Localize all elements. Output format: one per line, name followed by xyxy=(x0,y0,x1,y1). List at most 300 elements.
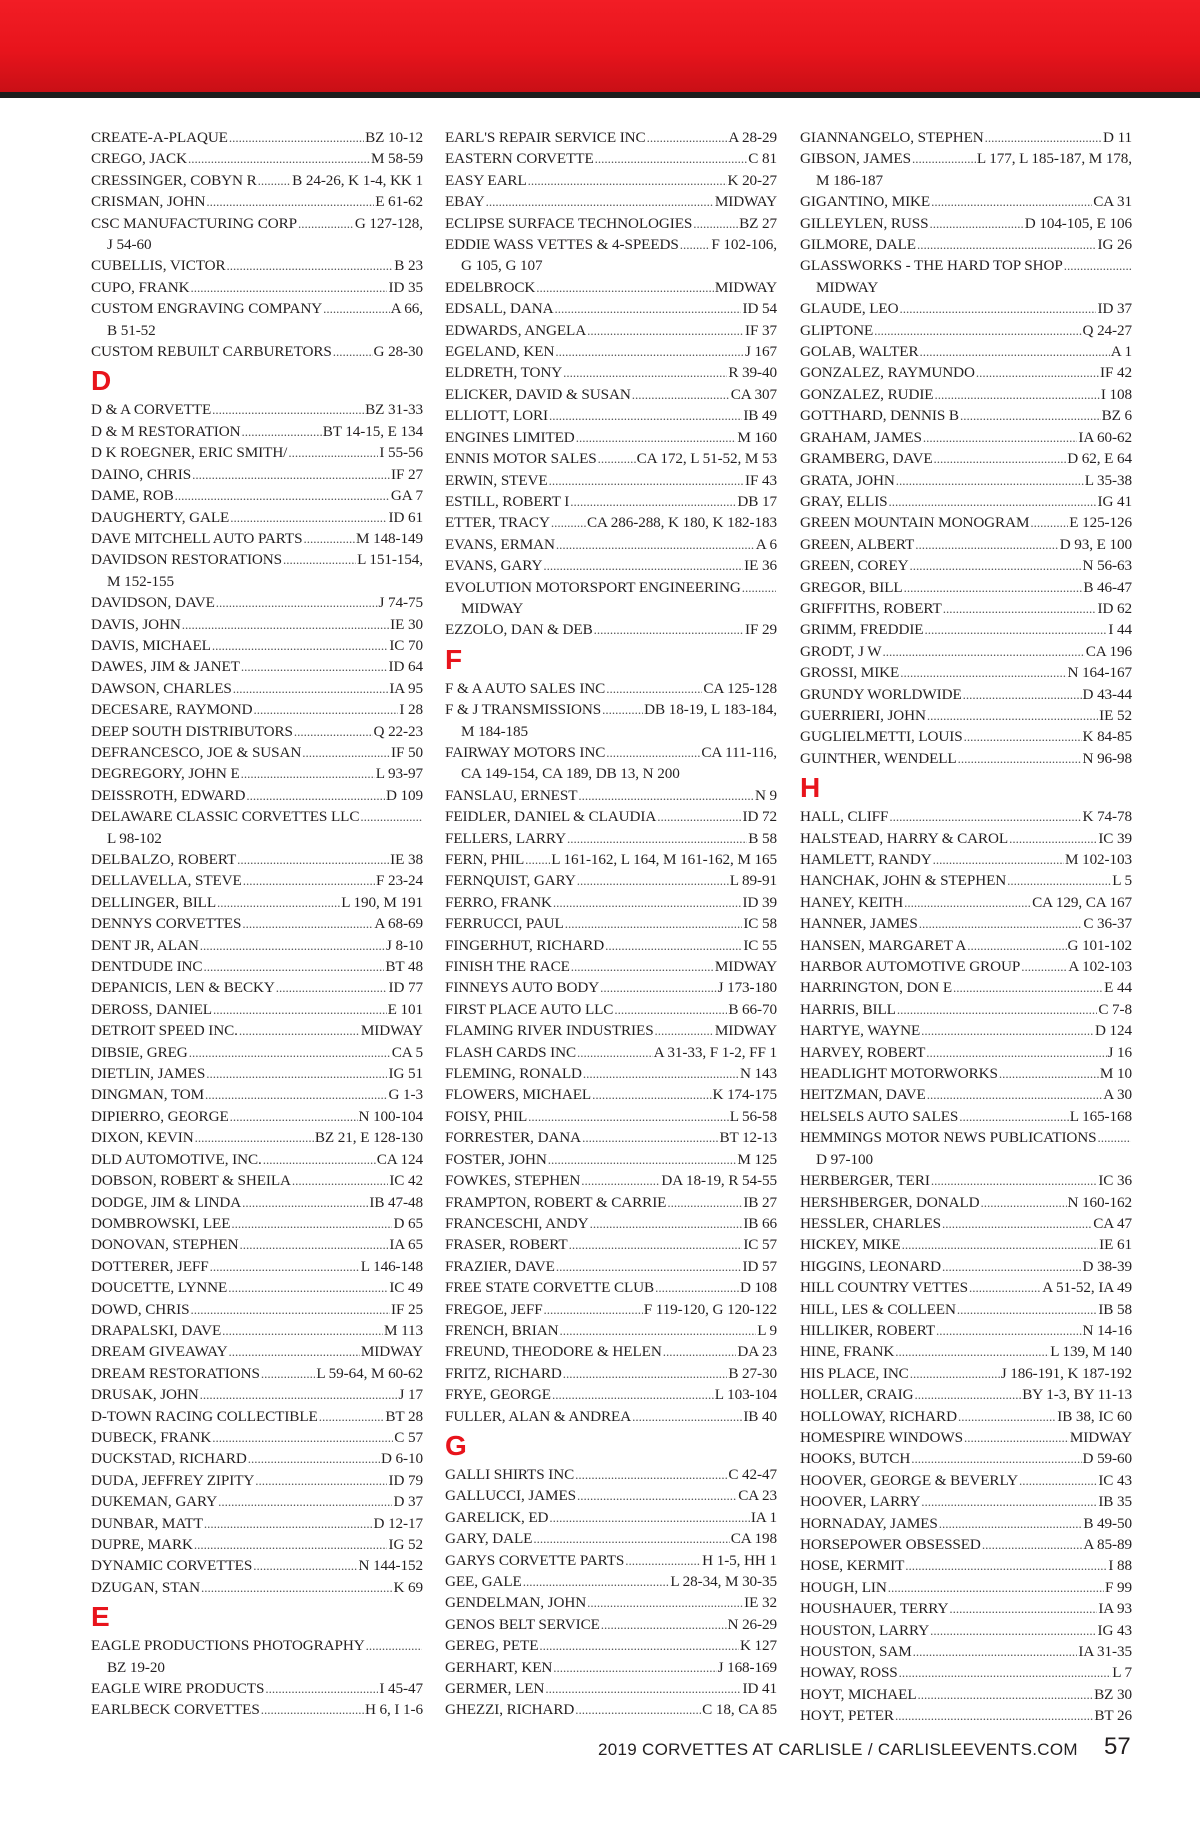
entry-name: GREEN, ALBERT xyxy=(800,535,915,553)
entry-name: DRUSAK, JOHN xyxy=(91,1386,199,1404)
entry-pages: L 5 xyxy=(1112,872,1132,890)
entry-pages: C 18, CA 85 xyxy=(702,1701,777,1719)
index-entry xyxy=(800,1256,1132,1277)
entry-pages: J 168-169 xyxy=(717,1658,777,1676)
index-entry xyxy=(91,213,423,256)
entry-name: GREEN MOUNTAIN MONOGRAM xyxy=(800,514,1030,532)
index-entry xyxy=(800,1127,1132,1170)
entry-pages: IG 51 xyxy=(388,1065,423,1083)
dot-leader xyxy=(1021,956,1067,977)
index-entry xyxy=(91,1470,423,1491)
entry-pages: MIDWAY xyxy=(714,958,777,976)
index-entry xyxy=(91,1084,423,1105)
entry-pages: CA 31 xyxy=(1093,193,1132,211)
dot-leader xyxy=(195,1127,314,1148)
entry-name: FERRO, FRANK xyxy=(445,893,552,911)
index-entry xyxy=(445,935,777,956)
entry-name: DUPRE, MARK xyxy=(91,1536,193,1553)
entry-name: GALLUCCI, JAMES xyxy=(445,1487,576,1505)
dot-leader xyxy=(595,148,748,169)
entry-name: DAVIDSON, DAVE xyxy=(91,594,215,612)
index-entry xyxy=(800,1341,1132,1362)
index-entry xyxy=(800,405,1132,426)
entry-pages: CA 125-128 xyxy=(703,679,777,697)
entry-name: ECLIPSE SURFACE TECHNOLOGIES xyxy=(445,214,693,232)
entry-pages: J 8-10 xyxy=(386,936,423,954)
entry-name: HELSELS AUTO SALES xyxy=(800,1107,959,1125)
entry-name: HIGGINS, LEONARD xyxy=(800,1257,941,1275)
entry-name: GRUNDY WORLDWIDE xyxy=(800,685,962,703)
dot-leader xyxy=(191,277,388,298)
entry-name: GRIFFITHS, ROBERT xyxy=(800,599,942,617)
dot-leader xyxy=(576,427,737,448)
dot-leader xyxy=(549,405,742,426)
entry-name: CRESSINGER, COBYN R xyxy=(91,171,257,189)
entry-name: DECESARE, RAYMOND xyxy=(91,701,253,719)
entry-name: DOBSON, ROBERT & SHEILA xyxy=(91,1172,291,1190)
entry-name: DEGREGORY, JOHN E xyxy=(91,765,240,783)
entry-pages: I 55-56 xyxy=(379,444,423,462)
dot-leader xyxy=(200,935,385,956)
dot-leader xyxy=(577,1042,653,1063)
entry-pages: BY 1-3, BY 11-13 xyxy=(1022,1386,1132,1404)
entry-pages: A 85-89 xyxy=(1083,1536,1132,1553)
index-entry xyxy=(800,148,1132,191)
index-entry xyxy=(91,1063,423,1084)
entry-pages: N 160-162 xyxy=(1067,1193,1132,1211)
entry-name: HARTYE, WAYNE xyxy=(800,1022,921,1040)
entry-name: HARRINGTON, DON E xyxy=(800,979,952,997)
entry-pages: N 26-29 xyxy=(727,1615,777,1633)
entry-name: DAVE MITCHELL AUTO PARTS xyxy=(91,529,303,547)
entry-name: DAVIS, JOHN xyxy=(91,615,181,633)
dot-leader xyxy=(917,234,1097,255)
dot-leader xyxy=(913,1641,1078,1662)
entry-pages: K 174-175 xyxy=(712,1086,777,1104)
entry-pages: IF 43 xyxy=(745,471,777,489)
entry-pages: IC 70 xyxy=(389,636,423,654)
entry-pages: M 148-149 xyxy=(355,529,423,547)
index-entry xyxy=(445,148,777,169)
entry-pages: IF 29 xyxy=(745,621,777,639)
index-entry xyxy=(91,298,423,341)
index-column-3 xyxy=(800,127,1132,1752)
index-entry xyxy=(445,1277,777,1298)
index-entry xyxy=(91,1406,423,1427)
dot-leader xyxy=(899,1662,1112,1683)
entry-name: FREGOE, JEFF xyxy=(445,1300,543,1318)
index-entry xyxy=(800,512,1132,533)
index-entry xyxy=(800,1448,1132,1469)
entry-name: HOUSHAUER, TERRY xyxy=(800,1600,949,1618)
index-entry xyxy=(91,1320,423,1341)
header-band xyxy=(0,0,1200,92)
entry-pages: C 57 xyxy=(394,1428,423,1446)
entry-pages: IB 47-48 xyxy=(369,1193,423,1211)
index-entry xyxy=(800,1234,1132,1255)
index-entry xyxy=(91,913,423,934)
entry-name: FOSTER, JOHN xyxy=(445,1150,547,1168)
dot-leader xyxy=(921,1020,1094,1041)
entry-pages: MIDWAY xyxy=(360,1343,423,1361)
index-entry xyxy=(445,1299,777,1320)
entry-name: ERWIN, STEVE xyxy=(445,471,548,489)
index-entry xyxy=(800,1020,1132,1041)
dot-leader xyxy=(265,1678,378,1699)
entry-pages: E 101 xyxy=(387,1000,423,1018)
dot-leader xyxy=(942,1213,1092,1234)
entry-name: HANSEN, MARGARET A xyxy=(800,936,967,954)
dot-leader xyxy=(625,1550,701,1571)
page-number: 57 xyxy=(1104,1733,1131,1760)
entry-pages: E 61-62 xyxy=(375,193,423,211)
entry-name: HOUSTON, LARRY xyxy=(800,1621,930,1639)
entry-name: DREAM RESTORATIONS xyxy=(91,1364,260,1382)
index-entry xyxy=(445,1042,777,1063)
entry-pages: L 28-34, M 30-35 xyxy=(670,1573,777,1590)
entry-pages: J 167 xyxy=(745,343,777,361)
entry-name: HESSLER, CHARLES xyxy=(800,1214,942,1232)
entry-pages: CA 198 xyxy=(730,1530,777,1548)
entry-pages: CA 111-116, xyxy=(701,743,777,761)
entry-pages: F 99 xyxy=(1104,1578,1132,1596)
index-entry xyxy=(91,255,423,276)
index-entry xyxy=(91,614,423,635)
dot-leader xyxy=(213,999,387,1020)
index-entry xyxy=(445,785,777,806)
entry-continuation: G 105, G 107 xyxy=(461,257,543,275)
entry-name: GRAMBERG, DAVE xyxy=(800,450,933,468)
index-entry xyxy=(800,999,1132,1020)
dot-leader xyxy=(606,678,702,699)
entry-name: GEE, GALE xyxy=(445,1573,522,1590)
dot-leader xyxy=(549,470,744,491)
entry-pages: L 59-64, M 60-62 xyxy=(316,1364,423,1382)
entry-pages: J 186-191, K 187-192 xyxy=(1000,1364,1132,1382)
index-entry xyxy=(800,1534,1132,1555)
dot-leader xyxy=(911,1448,1081,1469)
entry-name: DELLINGER, BILL xyxy=(91,893,217,911)
entry-pages: L 103-104 xyxy=(714,1386,777,1404)
dot-leader xyxy=(1019,1470,1097,1491)
entry-name: DAVIDSON RESTORATIONS xyxy=(91,551,283,569)
dot-leader xyxy=(298,213,354,234)
index-entry xyxy=(445,806,777,827)
dot-leader xyxy=(969,1277,1041,1298)
dot-leader xyxy=(548,1149,737,1170)
entry-pages: BT 26 xyxy=(1094,1707,1132,1725)
index-entry xyxy=(91,849,423,870)
dot-leader xyxy=(533,1528,729,1549)
entry-continuation: M 152-155 xyxy=(107,572,175,590)
entry-name: FOWKES, STEPHEN xyxy=(445,1172,581,1190)
dot-leader xyxy=(912,148,976,169)
entry-pages: A 28-29 xyxy=(728,129,777,146)
dot-leader xyxy=(553,1657,716,1678)
dot-leader xyxy=(602,699,643,720)
index-entry xyxy=(800,977,1132,998)
dot-leader xyxy=(570,491,736,512)
dot-leader xyxy=(552,1384,714,1405)
entry-name: FIRST PLACE AUTO LLC xyxy=(445,1000,614,1018)
dot-leader xyxy=(228,1277,388,1298)
index-entry xyxy=(800,684,1132,705)
entry-pages: IE 32 xyxy=(744,1594,777,1612)
index-entry xyxy=(800,1384,1132,1405)
dot-leader xyxy=(985,127,1102,148)
entry-name: FRANCESCHI, ANDY xyxy=(445,1214,589,1232)
entry-pages: ID 64 xyxy=(388,658,423,676)
index-entry xyxy=(91,528,423,549)
entry-pages: IB 49 xyxy=(743,407,777,425)
index-entry xyxy=(91,806,423,849)
entry-name: DOWD, CHRIS xyxy=(91,1300,190,1318)
entry-name: FLOWERS, MICHAEL xyxy=(445,1086,592,1104)
entry-name: FELLERS, LARRY xyxy=(445,829,566,847)
section-letter: F xyxy=(445,643,463,675)
entry-pages: B 24-26, K 1-4, KK 1 xyxy=(292,171,423,189)
dot-leader xyxy=(255,1470,387,1491)
index-entry xyxy=(445,1213,777,1234)
entry-name: FLEMING, RONALD xyxy=(445,1065,582,1083)
entry-name: HILL, LES & COLLEEN xyxy=(800,1300,956,1318)
dot-leader xyxy=(895,1341,1049,1362)
dot-leader xyxy=(263,1149,376,1170)
entry-pages: D 109 xyxy=(385,786,423,804)
entry-name: HICKEY, MIKE xyxy=(800,1236,901,1254)
entry-pages: IC 36 xyxy=(1098,1172,1132,1190)
dot-leader xyxy=(556,534,755,555)
index-entry xyxy=(91,1635,423,1678)
entry-pages: L 190, M 191 xyxy=(341,893,423,911)
entry-name: GERMER, LEN xyxy=(445,1680,545,1698)
entry-name: GILMORE, DALE xyxy=(800,236,916,254)
dot-leader xyxy=(544,1299,643,1320)
entry-name: DENTDUDE INC xyxy=(91,958,203,976)
entry-pages: B 66-70 xyxy=(728,1000,777,1018)
dot-leader xyxy=(536,277,714,298)
entry-pages: BZ 30 xyxy=(1094,1685,1132,1703)
entry-pages: A 66, xyxy=(390,300,423,318)
entry-pages: CA 172, L 51-52, M 53 xyxy=(636,450,777,468)
index-entry xyxy=(445,427,777,448)
entry-pages: IC 49 xyxy=(389,1279,423,1297)
entry-name: GARELICK, ED xyxy=(445,1508,549,1526)
index-entry xyxy=(445,320,777,341)
entry-name: GERHART, KEN xyxy=(445,1658,553,1676)
entry-name: HARVEY, ROBERT xyxy=(800,1043,926,1061)
entry-pages: A 6 xyxy=(755,535,777,553)
dot-leader xyxy=(210,1256,360,1277)
entry-name: GRODT, J W xyxy=(800,642,882,660)
entry-pages: C 42-47 xyxy=(728,1465,777,1483)
entry-pages: ID 77 xyxy=(388,979,423,997)
entry-pages: MIDWAY xyxy=(714,193,777,211)
index-entry xyxy=(91,464,423,485)
entry-pages: BT 28 xyxy=(385,1407,423,1425)
dot-leader xyxy=(964,726,1082,747)
entry-name: GALLI SHIRTS INC xyxy=(445,1465,575,1483)
dot-leader xyxy=(241,763,375,784)
entry-name: CUPO, FRANK xyxy=(91,278,190,296)
entry-name: DOMBROWSKI, LEE xyxy=(91,1214,231,1232)
index-entry xyxy=(445,1234,777,1255)
dot-leader xyxy=(874,320,1081,341)
entry-name: GIANNANGELO, STEPHEN xyxy=(800,129,984,146)
dot-leader xyxy=(553,892,742,913)
entry-name: GLASSWORKS - THE HARD TOP SHOP xyxy=(800,257,1063,275)
entry-pages: L 161-162, L 164, M 161-162, M 165 xyxy=(551,851,777,868)
dot-leader xyxy=(905,1555,1107,1576)
index-entry xyxy=(91,1256,423,1277)
index-entry xyxy=(445,956,777,977)
entry-pages: N 96-98 xyxy=(1082,749,1132,767)
entry-pages: D 108 xyxy=(739,1279,777,1297)
index-entry xyxy=(445,448,777,469)
dot-leader xyxy=(543,555,743,576)
entry-pages: Q 24-27 xyxy=(1082,321,1132,339)
entry-pages: N 144-152 xyxy=(358,1557,423,1575)
index-entry xyxy=(445,1550,777,1571)
entry-name: GRAY, ELLIS xyxy=(800,492,888,510)
dot-leader xyxy=(582,1127,718,1148)
index-entry xyxy=(91,721,423,742)
entry-pages: BT 12-13 xyxy=(719,1129,777,1147)
entry-pages: GA 7 xyxy=(390,487,423,505)
index-entry xyxy=(800,828,1132,849)
index-entry xyxy=(91,485,423,506)
dot-leader xyxy=(565,913,743,934)
entry-pages: L 9 xyxy=(757,1321,777,1339)
index-entry xyxy=(91,742,423,763)
dot-leader xyxy=(551,512,586,533)
dot-leader xyxy=(212,635,388,656)
index-entry xyxy=(91,699,423,720)
index-entry xyxy=(445,870,777,891)
index-entry xyxy=(800,213,1132,234)
dot-leader xyxy=(194,1534,388,1555)
entry-name: F & A AUTO SALES INC xyxy=(445,679,606,697)
dot-leader xyxy=(902,1234,1099,1255)
index-entry xyxy=(445,555,777,576)
index-entry xyxy=(445,1485,777,1506)
entry-name: FRAMPTON, ROBERT & CARRIE xyxy=(445,1193,667,1211)
dot-leader xyxy=(904,577,1083,598)
dot-leader xyxy=(963,684,1082,705)
index-entry xyxy=(445,170,777,191)
dot-leader xyxy=(889,491,1097,512)
index-entry xyxy=(91,1149,423,1170)
entry-pages: K 20-27 xyxy=(727,171,777,189)
dot-leader xyxy=(632,1406,742,1427)
entry-pages: L 146-148 xyxy=(360,1257,423,1275)
dot-leader xyxy=(982,1534,1083,1555)
index-entry xyxy=(445,191,777,212)
index-entry xyxy=(445,849,777,870)
entry-name: GENDELMAN, JOHN xyxy=(445,1594,587,1612)
dot-leader xyxy=(246,785,385,806)
index-entry xyxy=(445,405,777,426)
entry-name: EARL'S REPAIR SERVICE INC xyxy=(445,129,646,146)
dot-leader xyxy=(897,999,1097,1020)
index-entry xyxy=(445,913,777,934)
entry-pages: IA 31-35 xyxy=(1078,1643,1132,1661)
entry-pages: ID 41 xyxy=(742,1680,777,1698)
dot-leader xyxy=(203,956,384,977)
index-entry xyxy=(800,748,1132,769)
index-entry xyxy=(91,191,423,212)
dot-leader xyxy=(667,1192,742,1213)
entry-name: DIPIERRO, GEORGE xyxy=(91,1107,229,1125)
entry-pages: CA 307 xyxy=(730,385,777,403)
dot-leader xyxy=(237,849,389,870)
entry-name: HERSHBERGER, DONALD xyxy=(800,1193,980,1211)
entry-pages: M 125 xyxy=(737,1150,777,1168)
section-letter: H xyxy=(800,772,821,804)
entry-name: HEITZMAN, DAVE xyxy=(800,1086,926,1104)
entry-pages: A 31-33, F 1-2, FF 1 xyxy=(653,1043,777,1061)
entry-pages: F 102-106, xyxy=(711,236,777,254)
dot-leader xyxy=(206,191,374,212)
index-entry xyxy=(91,1534,423,1555)
entry-name: CUBELLIS, VICTOR xyxy=(91,257,226,275)
entry-name: DUKEMAN, GARY xyxy=(91,1493,218,1511)
dot-leader xyxy=(930,1620,1096,1641)
entry-pages: M 58-59 xyxy=(370,150,423,168)
entry-name: HOOVER, GEORGE & BEVERLY xyxy=(800,1471,1018,1489)
entry-name: GLIPTONE xyxy=(800,321,874,339)
entry-pages: D 65 xyxy=(393,1214,423,1232)
dot-leader xyxy=(927,705,1098,726)
dot-leader xyxy=(575,1464,727,1485)
dot-leader xyxy=(896,470,1084,491)
dot-leader xyxy=(581,1170,660,1191)
index-entry xyxy=(800,849,1132,870)
entry-name: ENGINES LIMITED xyxy=(445,428,575,446)
entry-pages: IB 58 xyxy=(1098,1300,1132,1318)
index-entry xyxy=(445,1106,777,1127)
entry-name: DONOVAN, STEPHEN xyxy=(91,1236,239,1254)
entry-name: DODGE, JIM & LINDA xyxy=(91,1193,242,1211)
index-entry xyxy=(445,1592,777,1613)
entry-pages: M 113 xyxy=(383,1321,423,1339)
entry-pages: N 100-104 xyxy=(358,1107,423,1125)
entry-name: FANSLAU, ERNEST xyxy=(445,786,578,804)
entry-name: ENNIS MOTOR SALES xyxy=(445,450,597,468)
entry-pages: D 43-44 xyxy=(1082,685,1132,703)
index-entry xyxy=(91,892,423,913)
entry-name: EAGLE WIRE PRODUCTS xyxy=(91,1680,265,1698)
entry-name: HOOKS, BUTCH xyxy=(800,1450,911,1468)
index-entry xyxy=(445,384,777,405)
entry-pages: D 12-17 xyxy=(373,1514,423,1532)
index-entry xyxy=(800,127,1132,148)
entry-pages: IB 38, IC 60 xyxy=(1057,1407,1132,1425)
entry-pages: IC 43 xyxy=(1098,1471,1132,1489)
dot-leader xyxy=(663,1341,737,1362)
entry-name: HOUGH, LIN xyxy=(800,1578,887,1596)
entry-name: F & J TRANSMISSIONS xyxy=(445,701,602,719)
index-entry xyxy=(445,1635,777,1656)
dot-leader xyxy=(933,849,1064,870)
entry-name: DELBALZO, ROBERT xyxy=(91,851,237,868)
dot-leader xyxy=(964,1427,1069,1448)
entry-name: HOWAY, ROSS xyxy=(800,1664,898,1682)
entry-name: FREE STATE CORVETTE CLUB xyxy=(445,1279,655,1297)
entry-pages: IA 65 xyxy=(389,1236,423,1254)
index-entry xyxy=(91,1042,423,1063)
index-entry xyxy=(445,534,777,555)
